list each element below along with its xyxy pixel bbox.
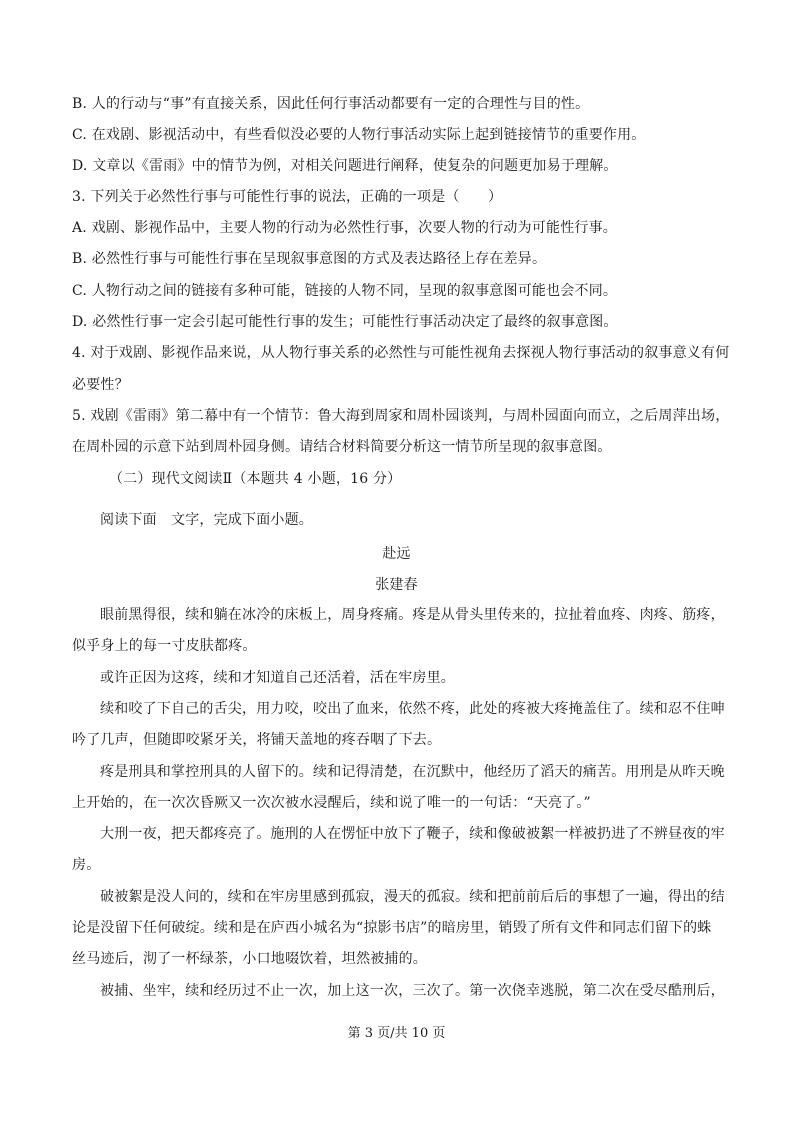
story-line: 疼是刑具和掌控刑具的人留下的。续和记得清楚，在沉默中，他经历了滔天的痛苦。用刑是从昨天晚 xyxy=(100,764,725,780)
q3-option-d: D. 必然性行事一定会引起可能性行事的发生；可能性行事活动决定了最终的叙事意图。 xyxy=(72,314,618,330)
section-instruction: 阅读下面 文字，完成下面小题。 xyxy=(100,512,313,528)
q3-stem: 3. 下列关于必然性行事与可能性行事的说法，正确的一项是（ ） xyxy=(72,189,503,205)
story-line: 大刑一夜，把天都疼亮了。施刑的人在愣怔中放下了鞭子，续和像破被絮一样被扔进了不辨昼夜的牢 xyxy=(100,826,725,842)
q3-option-a: A. 戏剧、影视作品中，主要人物的行动为必然性行事，次要人物的行动为可能性行事。 xyxy=(72,220,618,236)
q3-option-b: B. 必然性行事与可能性行事在呈现叙事意图的方式及表达路径上存在差异。 xyxy=(72,251,547,267)
q5-line-2: 在周朴园的示意下站到周朴园身侧。请结合材料简要分析这一情节所呈现的叙事意图。 xyxy=(72,439,612,455)
story-line: 或许正因为这疼，续和才知道自己还活着，活在牢房里。 xyxy=(100,670,455,686)
story-line: 似乎身上的每一寸皮肤都疼。 xyxy=(72,638,257,654)
story-line: 眼前黑得很，续和躺在冰冷的床板上，周身疼痛。疼是从骨头里传来的，拉扯着血疼、肉疼、筋疼， xyxy=(100,607,725,623)
q5-line-1: 5. 戏剧《雷雨》第二幕中有一个情节：鲁大海到周家和周朴园谈判，与周朴园面向而立，之后周萍出场， xyxy=(72,408,730,424)
story-author: 张建春 xyxy=(375,577,418,593)
story-line: 上开始的，在一次次昏厥又一次次被水浸醒后，续和说了唯一的一句话：“天亮了。” xyxy=(72,795,591,811)
q3-option-c: C. 人物行动之间的链接有多种可能，链接的人物不同，呈现的叙事意图可能也会不同。 xyxy=(72,283,618,299)
story-line: 丝马迹后，沏了一杯绿茶，小口地啜饮着，坦然被捕的。 xyxy=(72,951,427,967)
story-line: 续和咬了下自己的舌尖，用力咬，咬出了血来，依然不疼，此处的疼被大疼掩盖住了。续和忍不住呻 xyxy=(100,701,725,717)
q2-option-c: C. 在戏剧、影视活动中，有些看似没必要的人物行事活动实际上起到链接情节的重要作用。 xyxy=(72,127,646,143)
section-heading: （二）现代文阅读Ⅱ（本题共 4 小题，16 分） xyxy=(109,471,402,487)
story-line: 房。 xyxy=(72,857,101,873)
page-number-footer: 第 3 页/共 10 页 xyxy=(347,1026,446,1041)
story-line: 被捕、坐牢，续和经历过不止一次，加上这一次，三次了。第一次侥幸逃脱，第二次在受尽酷刑后， xyxy=(100,983,725,999)
q2-option-d: D. 文章以《雷雨》中的情节为例，对相关问题进行阐释，使复杂的问题更加易于理解。 xyxy=(72,158,618,174)
q4-line-1: 4. 对于戏剧、影视作品来说，从人物行事关系的必然性与可能性视角去探视人物行事活动的叙事意义有何 xyxy=(72,345,730,361)
story-line: 吟了几声，但随即咬紧牙关，将铺天盖地的疼吞咽了下去。 xyxy=(72,732,442,748)
q2-option-b: B. 人的行动与“事”有直接关系，因此任何行事活动都要有一定的合理性与目的性。 xyxy=(72,96,590,112)
q4-line-2: 必要性？ xyxy=(72,377,129,393)
story-line: 破被絮是没人问的，续和在牢房里感到孤寂，漫天的孤寂。续和把前前后后的事想了一遍，得出的结 xyxy=(100,889,725,905)
story-title: 赴远 xyxy=(382,546,411,562)
story-line: 论是没留下任何破绽。续和是在庐西小城名为“掠影书店”的暗房里，销毁了所有文件和同志们留下的蛛 xyxy=(72,920,712,936)
